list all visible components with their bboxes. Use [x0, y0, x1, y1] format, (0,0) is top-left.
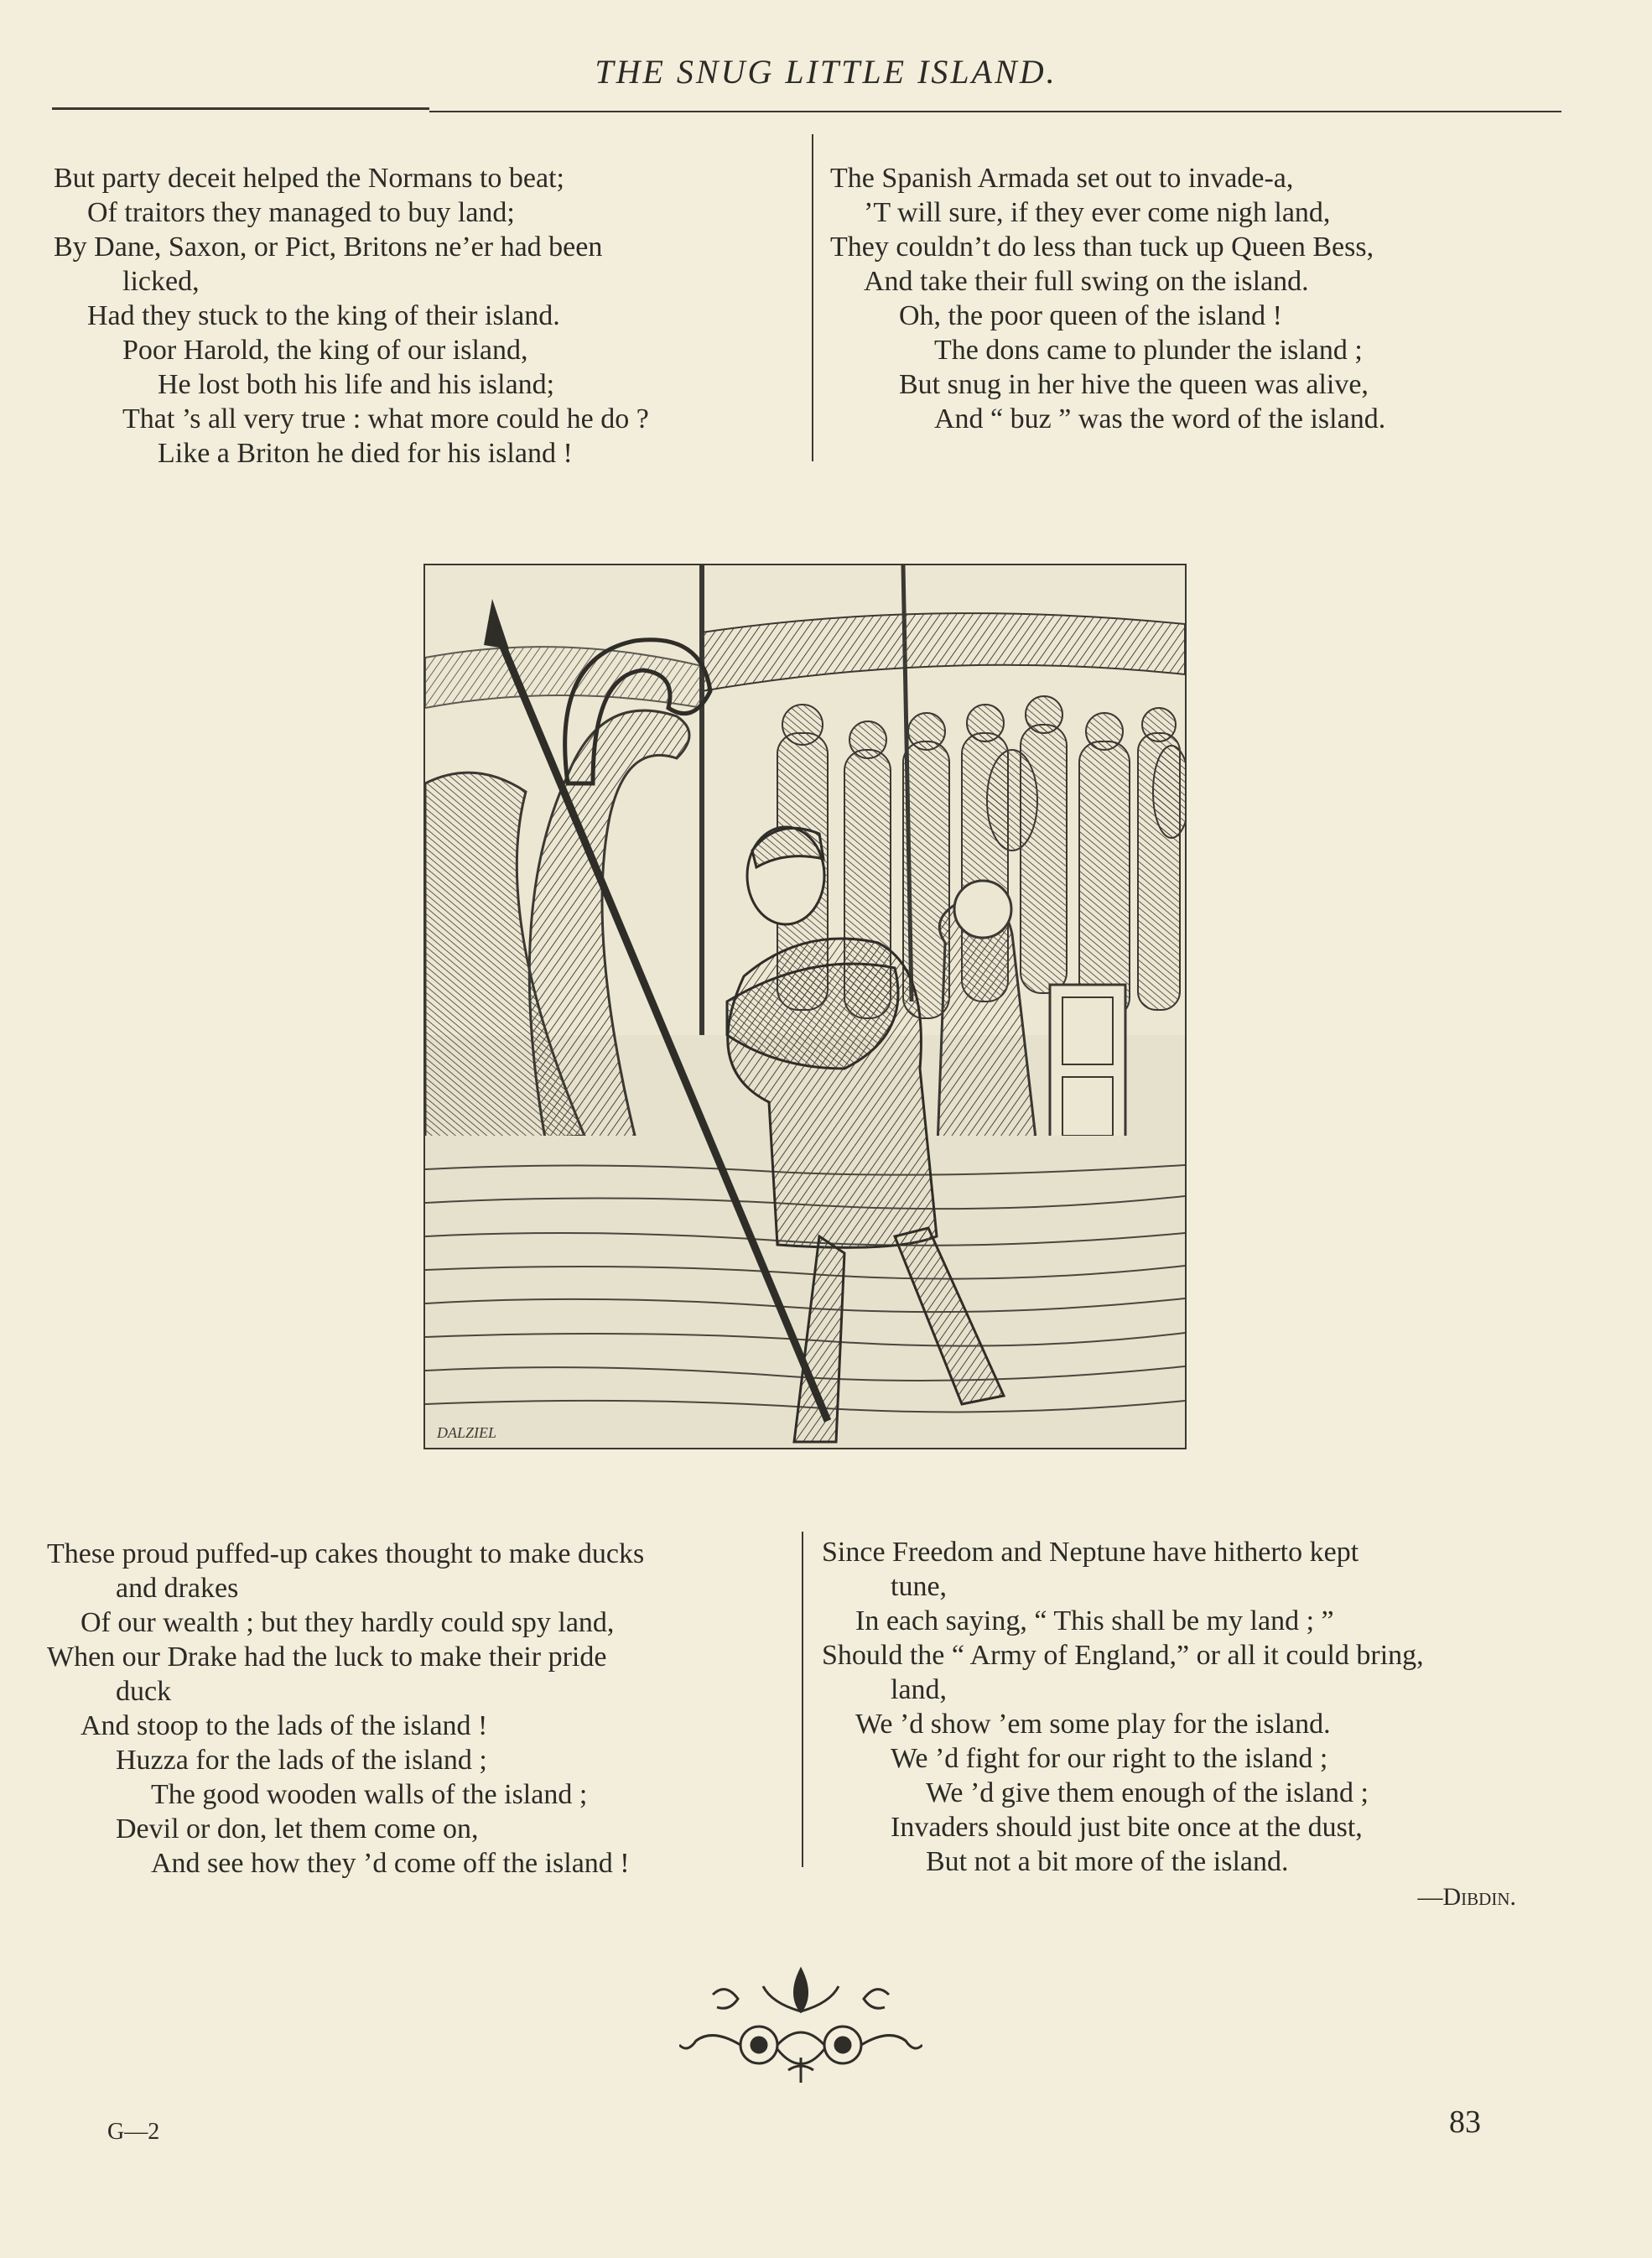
- engraving-drawing: [425, 565, 1185, 1448]
- header-rule-left: [52, 107, 429, 110]
- verse-line: Like a Briton he died for his island !: [158, 438, 573, 469]
- verse-line: Should the “ Army of England,” or all it could bring,: [822, 1640, 1424, 1671]
- verse-line: In each saying, “ This shall be my land ; ”: [855, 1605, 1334, 1636]
- verse-line: And stoop to the lads of the island !: [81, 1710, 488, 1741]
- verse-line: We ’d show ’em some play for the island.: [855, 1709, 1331, 1740]
- verse-line: We ’d fight for our right to the island ;: [891, 1743, 1328, 1774]
- stanza-top-right: [830, 161, 1385, 436]
- verse-line: That ’s all very true : what more could he do ?: [122, 403, 649, 434]
- stanza-bottom-left: [47, 1537, 644, 1881]
- verse-line: And take their full swing on the island.: [864, 266, 1309, 297]
- verse-line: They couldn’t do less than tuck up Queen Bess,: [830, 232, 1374, 263]
- verse-line: land,: [891, 1674, 948, 1705]
- attribution: —Dibdin.: [1417, 1883, 1516, 1911]
- verse-line: The dons came to plunder the island ;: [934, 335, 1363, 366]
- verse-line: By Dane, Saxon, or Pict, Britons ne’er had been: [54, 232, 603, 263]
- verse-line: Huzza for the lads of the island ;: [116, 1745, 487, 1776]
- stanza-bottom-right: [822, 1535, 1424, 1879]
- column-rule-top: [812, 134, 813, 461]
- verse-line: ’T will sure, if they ever come nigh land,: [864, 197, 1331, 228]
- verse-line: We ’d give them enough of the island ;: [926, 1777, 1369, 1808]
- verse-line: licked,: [122, 266, 200, 297]
- verse-line: and drakes: [116, 1573, 239, 1604]
- verse-line: But snug in her hive the queen was alive,: [899, 369, 1369, 400]
- verse-line: But party deceit helped the Normans to beat;: [54, 163, 564, 194]
- verse-line: When our Drake had the luck to make their pride: [47, 1641, 607, 1673]
- column-rule-bottom: [802, 1532, 803, 1867]
- engraving-illustration: [423, 564, 1187, 1449]
- floral-ornament-icon: [679, 1961, 922, 2091]
- verse-line: Invaders should just bite once at the dust,: [891, 1812, 1363, 1843]
- printer-signature: G—2: [107, 2119, 160, 2145]
- verse-line: The Spanish Armada set out to invade-a,: [830, 163, 1294, 194]
- verse-line: And “ buz ” was the word of the island.: [934, 403, 1386, 434]
- verse-line: And see how they ’d come off the island !: [151, 1848, 630, 1879]
- verse-line: tune,: [891, 1571, 948, 1602]
- verse-line: Devil or don, let them come on,: [116, 1813, 479, 1844]
- running-title: THE SNUG LITTLE ISLAND.: [595, 53, 1057, 91]
- verse-line: The good wooden walls of the island ;: [151, 1779, 588, 1810]
- verse-line: But not a bit more of the island.: [926, 1846, 1289, 1877]
- verse-line: Of our wealth ; but they hardly could spy land,: [81, 1607, 615, 1638]
- verse-line: Since Freedom and Neptune have hitherto kept: [822, 1537, 1359, 1568]
- verse-line: Poor Harold, the king of our island,: [122, 335, 528, 366]
- verse-line: Oh, the poor queen of the island !: [899, 300, 1282, 331]
- verse-line: He lost both his life and his island;: [158, 369, 555, 400]
- verse-line: Had they stuck to the king of their island.: [87, 300, 560, 331]
- header-rule-right: [429, 111, 1561, 112]
- verse-line: duck: [116, 1676, 172, 1707]
- page-number: 83: [1449, 2105, 1481, 2140]
- engraver-mark: DALZIEL: [437, 1424, 497, 1441]
- stanza-top-left: [54, 161, 649, 471]
- verse-line: These proud puffed-up cakes thought to make ducks: [47, 1538, 645, 1569]
- verse-line: Of traitors they managed to buy land;: [87, 197, 515, 228]
